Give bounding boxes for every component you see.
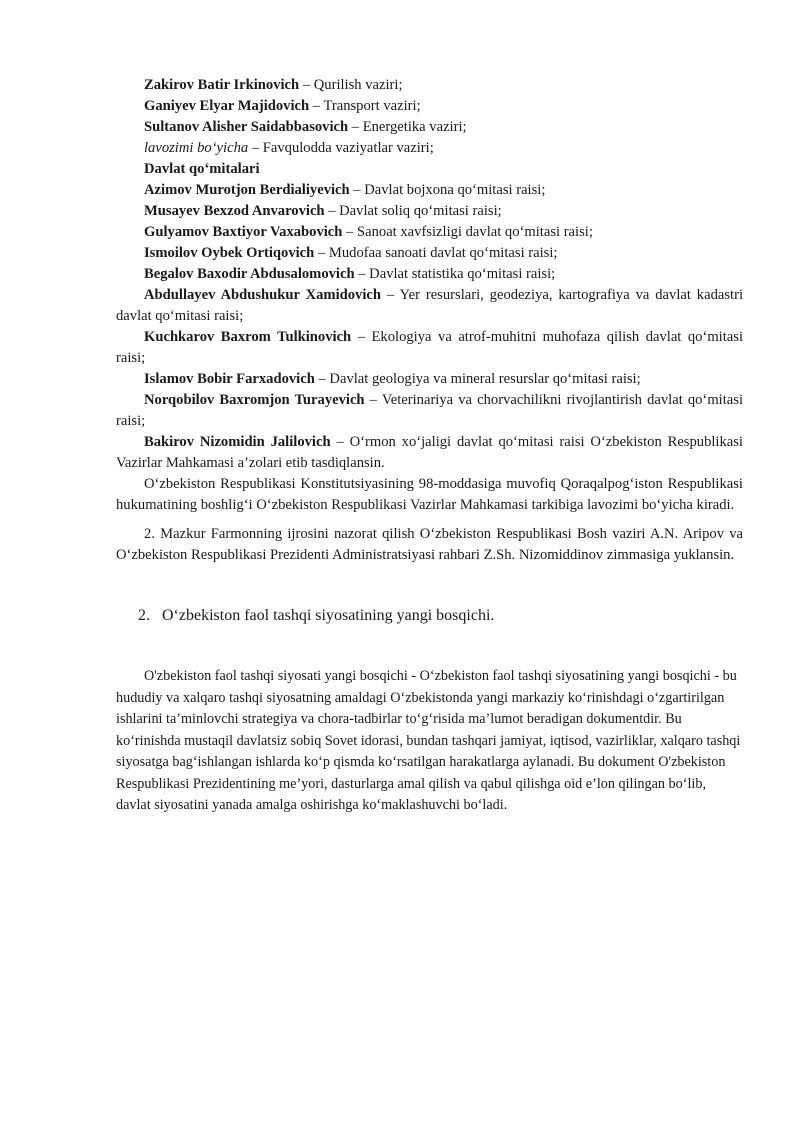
- committee-role: – Davlat soliq qo‘mitasi raisi;: [324, 203, 502, 219]
- committee-name: Azimov Murotjon Berdialiyevich: [144, 182, 350, 198]
- committee-entry: [116, 390, 743, 432]
- minister-name: Sultanov Alisher Saidabbasovich: [144, 119, 349, 135]
- section-body-paragraph: O'zbekiston faol tashqi siyosati yangi bosqichi - O‘zbekiston faol tashqi siyosatining yangi bosqichi - bu hududiy va xalqaro tashqi siyosatning amaldagi O‘zbekistonda yangi markaziy ko‘rinishdagi o‘zgartirilgan ishlarini ta’minlovchi strategiya va chora-tadbirlar to‘g‘risida ma’lumot beradigan dokumentdir. Bu ko‘rinishda mustaqil davlatsiz sobiq Sovet idorasi, bundan tashqari jamiyat, iqtisod, vazirliklar, xalqaro tashqi siyosatga bag‘ishlangan ishlarda ko‘p qismda ko‘rsatilgan harakatlarga aylanadi. Bu dokument O'zbekiston Respublikasi Prezidentining me’yori, dasturlarga amal qilish va qabul qilishga oid e’lon qilingan bo‘lib, davlat siyosatini yanada amalga oshirishga ko‘maklashuvchi bo‘ladi.: [116, 668, 741, 813]
- committee-name: Ismoilov Oybek Ortiqovich: [144, 245, 315, 261]
- committee-role: – Mudofaa sanoati davlat qo‘mitasi raisi;: [314, 245, 558, 261]
- committee-name: Musayev Bexzod Anvarovich: [144, 203, 325, 219]
- section-heading: [116, 604, 743, 628]
- committee-name: Islamov Bobir Farxadovich: [144, 371, 315, 387]
- minister-role: – Energetika vaziri;: [348, 119, 467, 135]
- committee-role: – O‘rmon xo‘jaligi davlat qo‘mitasi raisi O‘zbekiston Respublikasi Vazirlar Mahkamasi a’zolari etib tasdiqlansin.: [116, 434, 743, 471]
- committee-entry: [116, 264, 743, 285]
- committee-entry: [116, 222, 743, 243]
- committee-name: Gulyamov Baxtiyor Vaxabovich: [144, 224, 343, 240]
- minister-name: Zakirov Batir Irkinovich: [144, 77, 300, 93]
- committee-name: Bakirov Nizomidin Jalilovich: [144, 434, 331, 450]
- emergency-role: – Favqulodda vaziyatlar vaziri;: [248, 140, 434, 156]
- control-paragraph: 2. Mazkur Farmonning ijrosini nazorat qilish O‘zbekiston Respublikasi Bosh vaziri A.N. Aripov va O‘zbekiston Respublikasi Prezidenti Administratsiyasi rahbari Z.Sh. Nizomiddinov zimmasiga yuklansin.: [116, 526, 743, 563]
- minister-entry: [116, 117, 743, 138]
- emergency-entry: [116, 138, 743, 159]
- minister-role: – Transport vaziri;: [309, 98, 421, 114]
- minister-name: Ganiyev Elyar Majidovich: [144, 98, 310, 114]
- committee-entry: [116, 432, 743, 474]
- constitution-paragraph: O‘zbekiston Respublikasi Konstitutsiyasining 98-moddasiga muvofiq Qoraqalpog‘iston Respublikasi hukumatining boshlig‘i O‘zbekiston Respublikasi Vazirlar Mahkamasi tarkibiga lavozimi bo‘yicha kiradi.: [116, 476, 743, 513]
- document-body: [116, 75, 743, 817]
- minister-entry: [116, 75, 743, 96]
- committees-heading: Davlat qo‘mitalari: [144, 161, 260, 177]
- committee-role: – Veterinariya va chorvachilikni rivojlantirish davlat qo‘mitasi raisi;: [116, 392, 743, 429]
- minister-entry: [116, 96, 743, 117]
- committee-name: Kuchkarov Baxrom Tulkinovich: [144, 329, 352, 345]
- committee-entry: [116, 243, 743, 264]
- committee-role: – Sanoat xavfsizligi davlat qo‘mitasi raisi;: [342, 224, 593, 240]
- committee-role: – Davlat bojxona qo‘mitasi raisi;: [349, 182, 546, 198]
- emergency-italic: lavozimi bo‘yicha: [144, 140, 249, 156]
- committee-role: – Yer resurslari, geodeziya, kartografiya va davlat kadastri davlat qo‘mitasi raisi;: [116, 287, 743, 324]
- committee-role: – Davlat statistika qo‘mitasi raisi;: [354, 266, 556, 282]
- committee-entry: [116, 180, 743, 201]
- committee-name: Begalov Baxodir Abdusalomovich: [144, 266, 355, 282]
- committee-role: – Davlat geologiya va mineral resurslar qo‘mitasi raisi;: [314, 371, 641, 387]
- committee-name: Abdullayev Abdushukur Xamidovich: [144, 287, 381, 303]
- committee-entry: [116, 327, 743, 369]
- section-number: 2.: [138, 607, 150, 624]
- committee-entry: [116, 369, 743, 390]
- committee-name: Norqobilov Baxromjon Turayevich: [144, 392, 365, 408]
- minister-role: – Qurilish vaziri;: [299, 77, 403, 93]
- committee-entry: [116, 285, 743, 327]
- committee-entry: [116, 201, 743, 222]
- committee-role: – Ekologiya va atrof-muhitni muhofaza qilish davlat qo‘mitasi raisi;: [116, 329, 743, 366]
- section-title: O‘zbekiston faol tashqi siyosatining yangi bosqichi.: [162, 607, 495, 624]
